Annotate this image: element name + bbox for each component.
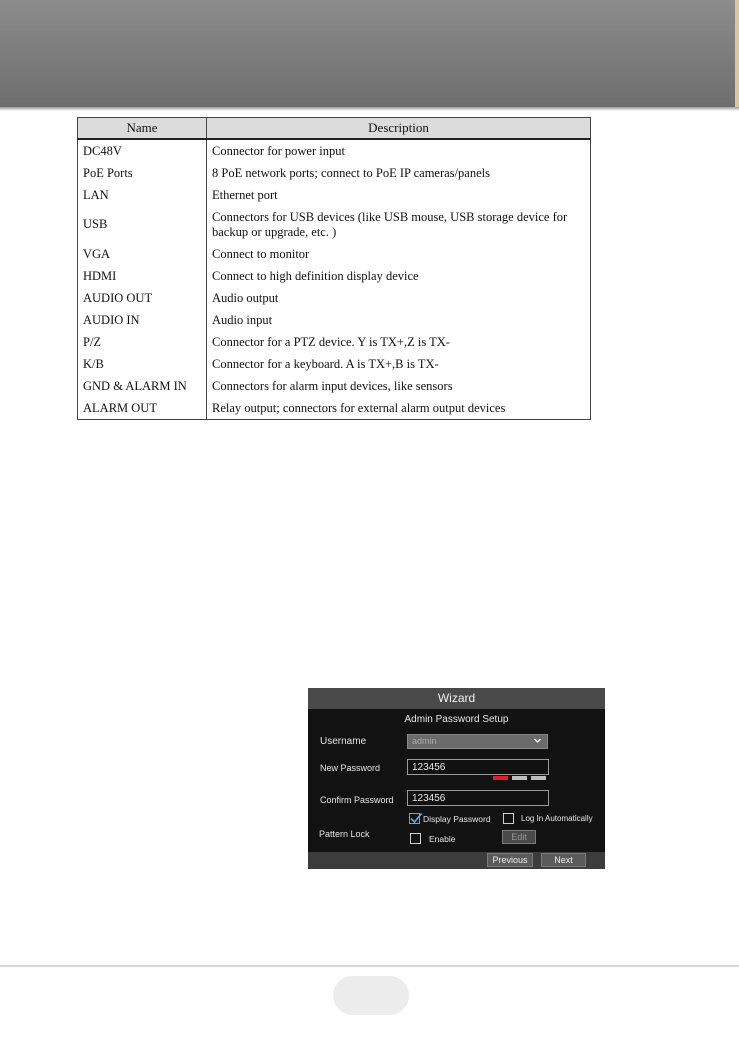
column-header-name: Name bbox=[78, 118, 207, 140]
password-strength-bar-3 bbox=[531, 776, 546, 780]
table-row bbox=[78, 309, 591, 331]
username-label: Username bbox=[320, 736, 367, 747]
port-description: Audio output bbox=[207, 287, 591, 309]
table-row bbox=[78, 139, 591, 162]
port-name: HDMI bbox=[78, 265, 207, 287]
port-name: USB bbox=[78, 206, 207, 243]
log-in-automatically-checkbox[interactable] bbox=[503, 813, 514, 824]
page-number-badge bbox=[333, 976, 409, 1015]
table-row bbox=[78, 243, 591, 265]
port-name: VGA bbox=[78, 243, 207, 265]
port-name: PoE Ports bbox=[78, 162, 207, 184]
display-password-checkbox[interactable] bbox=[409, 813, 420, 824]
next-button[interactable]: Next bbox=[541, 853, 586, 867]
header-accent bbox=[735, 0, 739, 107]
wizard-dialog bbox=[308, 688, 605, 869]
column-header-description: Description bbox=[207, 118, 591, 140]
port-description: Ethernet port bbox=[207, 184, 591, 206]
port-description: Connectors for alarm input devices, like sensors bbox=[207, 375, 591, 397]
port-name: AUDIO IN bbox=[78, 309, 207, 331]
port-description: 8 PoE network ports; connect to PoE IP cameras/panels bbox=[207, 162, 591, 184]
username-select[interactable] bbox=[407, 734, 548, 749]
confirm-password-input[interactable] bbox=[407, 790, 549, 806]
table-row bbox=[78, 375, 591, 397]
table-row bbox=[78, 353, 591, 375]
port-name: ALARM OUT bbox=[78, 397, 207, 420]
port-description: Connect to high definition display device bbox=[207, 265, 591, 287]
enable-label: Enable bbox=[429, 834, 456, 844]
table-row bbox=[78, 397, 591, 420]
password-strength-bar-1 bbox=[493, 776, 508, 780]
port-name: K/B bbox=[78, 353, 207, 375]
port-name: LAN bbox=[78, 184, 207, 206]
checkmark-icon bbox=[409, 811, 423, 825]
wizard-title: Wizard bbox=[308, 688, 605, 709]
port-description: Connector for power input bbox=[207, 139, 591, 162]
page-header-band bbox=[0, 0, 739, 107]
password-strength-bar-2 bbox=[512, 776, 527, 780]
confirm-password-label: Confirm Password bbox=[320, 795, 394, 805]
log-in-automatically-label: Log In Automatically bbox=[521, 814, 593, 823]
table-header-row bbox=[78, 118, 591, 140]
enable-checkbox[interactable] bbox=[410, 833, 421, 844]
footer-divider bbox=[0, 965, 739, 967]
header-shadow bbox=[0, 107, 739, 111]
edit-button[interactable]: Edit bbox=[502, 830, 536, 844]
port-description: Relay output; connectors for external alarm output devices bbox=[207, 397, 591, 420]
table-row bbox=[78, 206, 591, 243]
port-description: Connector for a PTZ device. Y is TX+,Z is TX- bbox=[207, 331, 591, 353]
wizard-subtitle: Admin Password Setup bbox=[404, 714, 509, 725]
username-value: admin bbox=[412, 736, 437, 746]
table-row bbox=[78, 184, 591, 206]
port-description: Connector for a keyboard. A is TX+,B is TX- bbox=[207, 353, 591, 375]
pattern-lock-label: Pattern Lock bbox=[319, 829, 370, 839]
port-description-table bbox=[77, 117, 591, 420]
port-description: Connectors for USB devices (like USB mouse, USB storage device for backup or upgrade, etc. ) bbox=[207, 206, 591, 243]
port-name: P/Z bbox=[78, 331, 207, 353]
port-name: GND & ALARM IN bbox=[78, 375, 207, 397]
port-name: AUDIO OUT bbox=[78, 287, 207, 309]
table-row bbox=[78, 265, 591, 287]
port-description: Connect to monitor bbox=[207, 243, 591, 265]
new-password-label: New Password bbox=[320, 763, 381, 773]
previous-button[interactable]: Previous bbox=[487, 853, 533, 867]
table-row bbox=[78, 287, 591, 309]
table-row bbox=[78, 331, 591, 353]
display-password-label: Display Password bbox=[423, 814, 491, 824]
chevron-down-icon[interactable] bbox=[533, 736, 542, 749]
port-description: Audio input bbox=[207, 309, 591, 331]
port-name: DC48V bbox=[78, 139, 207, 162]
new-password-input[interactable] bbox=[407, 759, 549, 775]
table-row bbox=[78, 162, 591, 184]
